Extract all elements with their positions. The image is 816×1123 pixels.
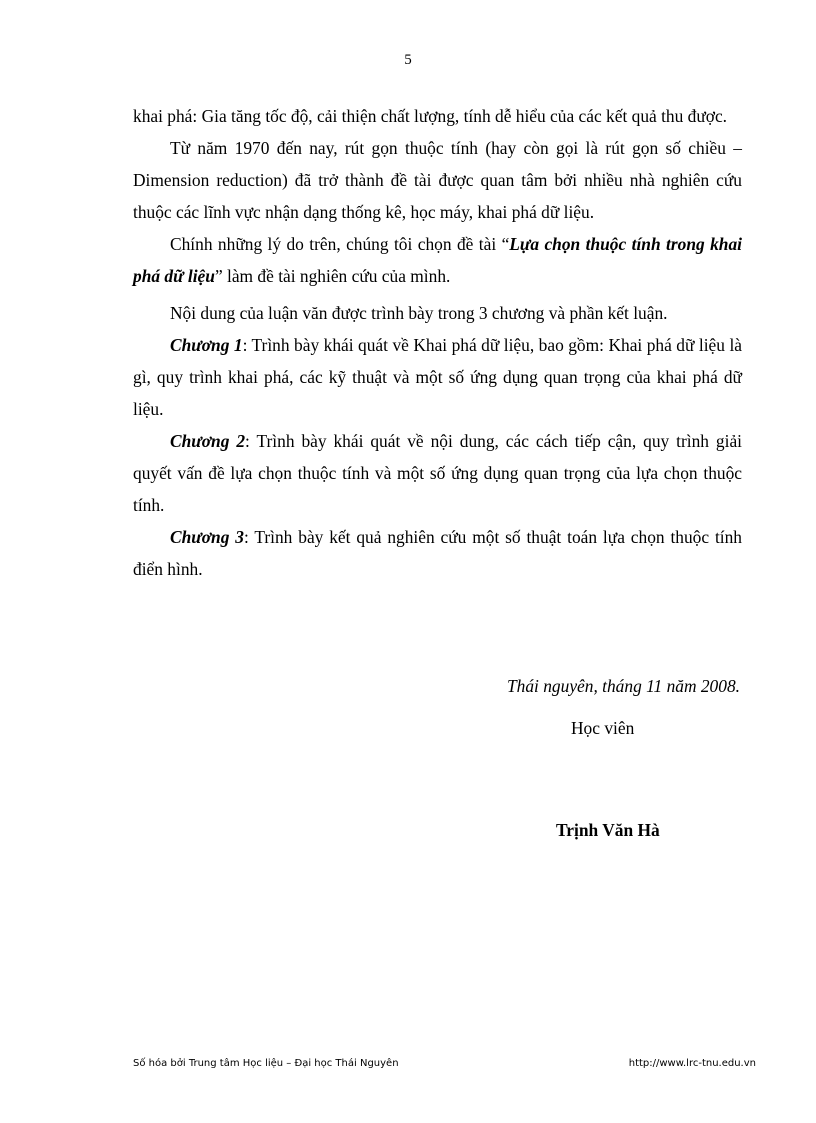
paragraph-chapter-2 (133, 425, 742, 521)
paragraph-chapter-1 (133, 329, 742, 425)
signature-place-date: Thái nguyên, tháng 11 năm 2008. (507, 676, 740, 696)
topic-outro: ” làm đề tài nghiên cứu của mình. (214, 266, 451, 286)
paragraph-continuation: khai phá: Gia tăng tốc độ, cải thiện chất lượng, tính dễ hiểu của các kết quả thu được. (133, 106, 728, 126)
chapter-1-text: : Trình bày khái quát về Khai phá dữ liệu, bao gồm: Khai phá dữ liệu là gì, quy trình khai phá, các kỹ thuật và một số ứng dụng quan trọng của khai phá dữ liệu. (133, 335, 742, 419)
chapter-3-text: : Trình bày kết quả nghiên cứu một số thuật toán lựa chọn thuộc tính điển hình. (133, 527, 743, 579)
paragraph-chapter-3 (133, 521, 742, 585)
paragraph-thesis-structure: Nội dung của luận văn được trình bày trong 3 chương và phần kết luận. (170, 303, 668, 323)
chapter-2-text: : Trình bày khái quát về nội dung, các cách tiếp cận, quy trình giải quyết vấn đề lựa chọn thuộc tính và một số ứng dụng quan trọng của lựa chọn thuộc tính. (133, 431, 742, 515)
footer-credit: Số hóa bởi Trung tâm Học liệu – Đại học Thái Nguyên (133, 1058, 399, 1069)
chapter-2-label: Chương 2 (170, 431, 246, 451)
topic-intro: Chính những lý do trên, chúng tôi chọn đề tài “ (170, 234, 510, 254)
page-number: 5 (404, 52, 412, 68)
paragraph-topic-choice (133, 228, 742, 292)
paragraph-dimension-reduction: Từ năm 1970 đến nay, rút gọn thuộc tính (hay còn gọi là rút gọn số chiều – Dimension reduction) đã trở thành đề tài được quan tâm bởi nhiều nhà nghiên cứu thuộc các lĩnh vực nhận dạng thống kê, học máy, khai phá dữ liệu. (133, 138, 742, 222)
footer-url: http://www.lrc-tnu.edu.vn (628, 1058, 756, 1069)
chapter-1-label: Chương 1 (170, 335, 243, 355)
signature-name: Trịnh Văn Hà (556, 820, 660, 840)
chapter-3-label: Chương 3 (170, 527, 244, 547)
signature-role: Học viên (571, 718, 635, 738)
thesis-title: Lựa chọn thuộc tính trong khai phá dữ liệu (133, 234, 742, 286)
body-text (133, 100, 742, 585)
